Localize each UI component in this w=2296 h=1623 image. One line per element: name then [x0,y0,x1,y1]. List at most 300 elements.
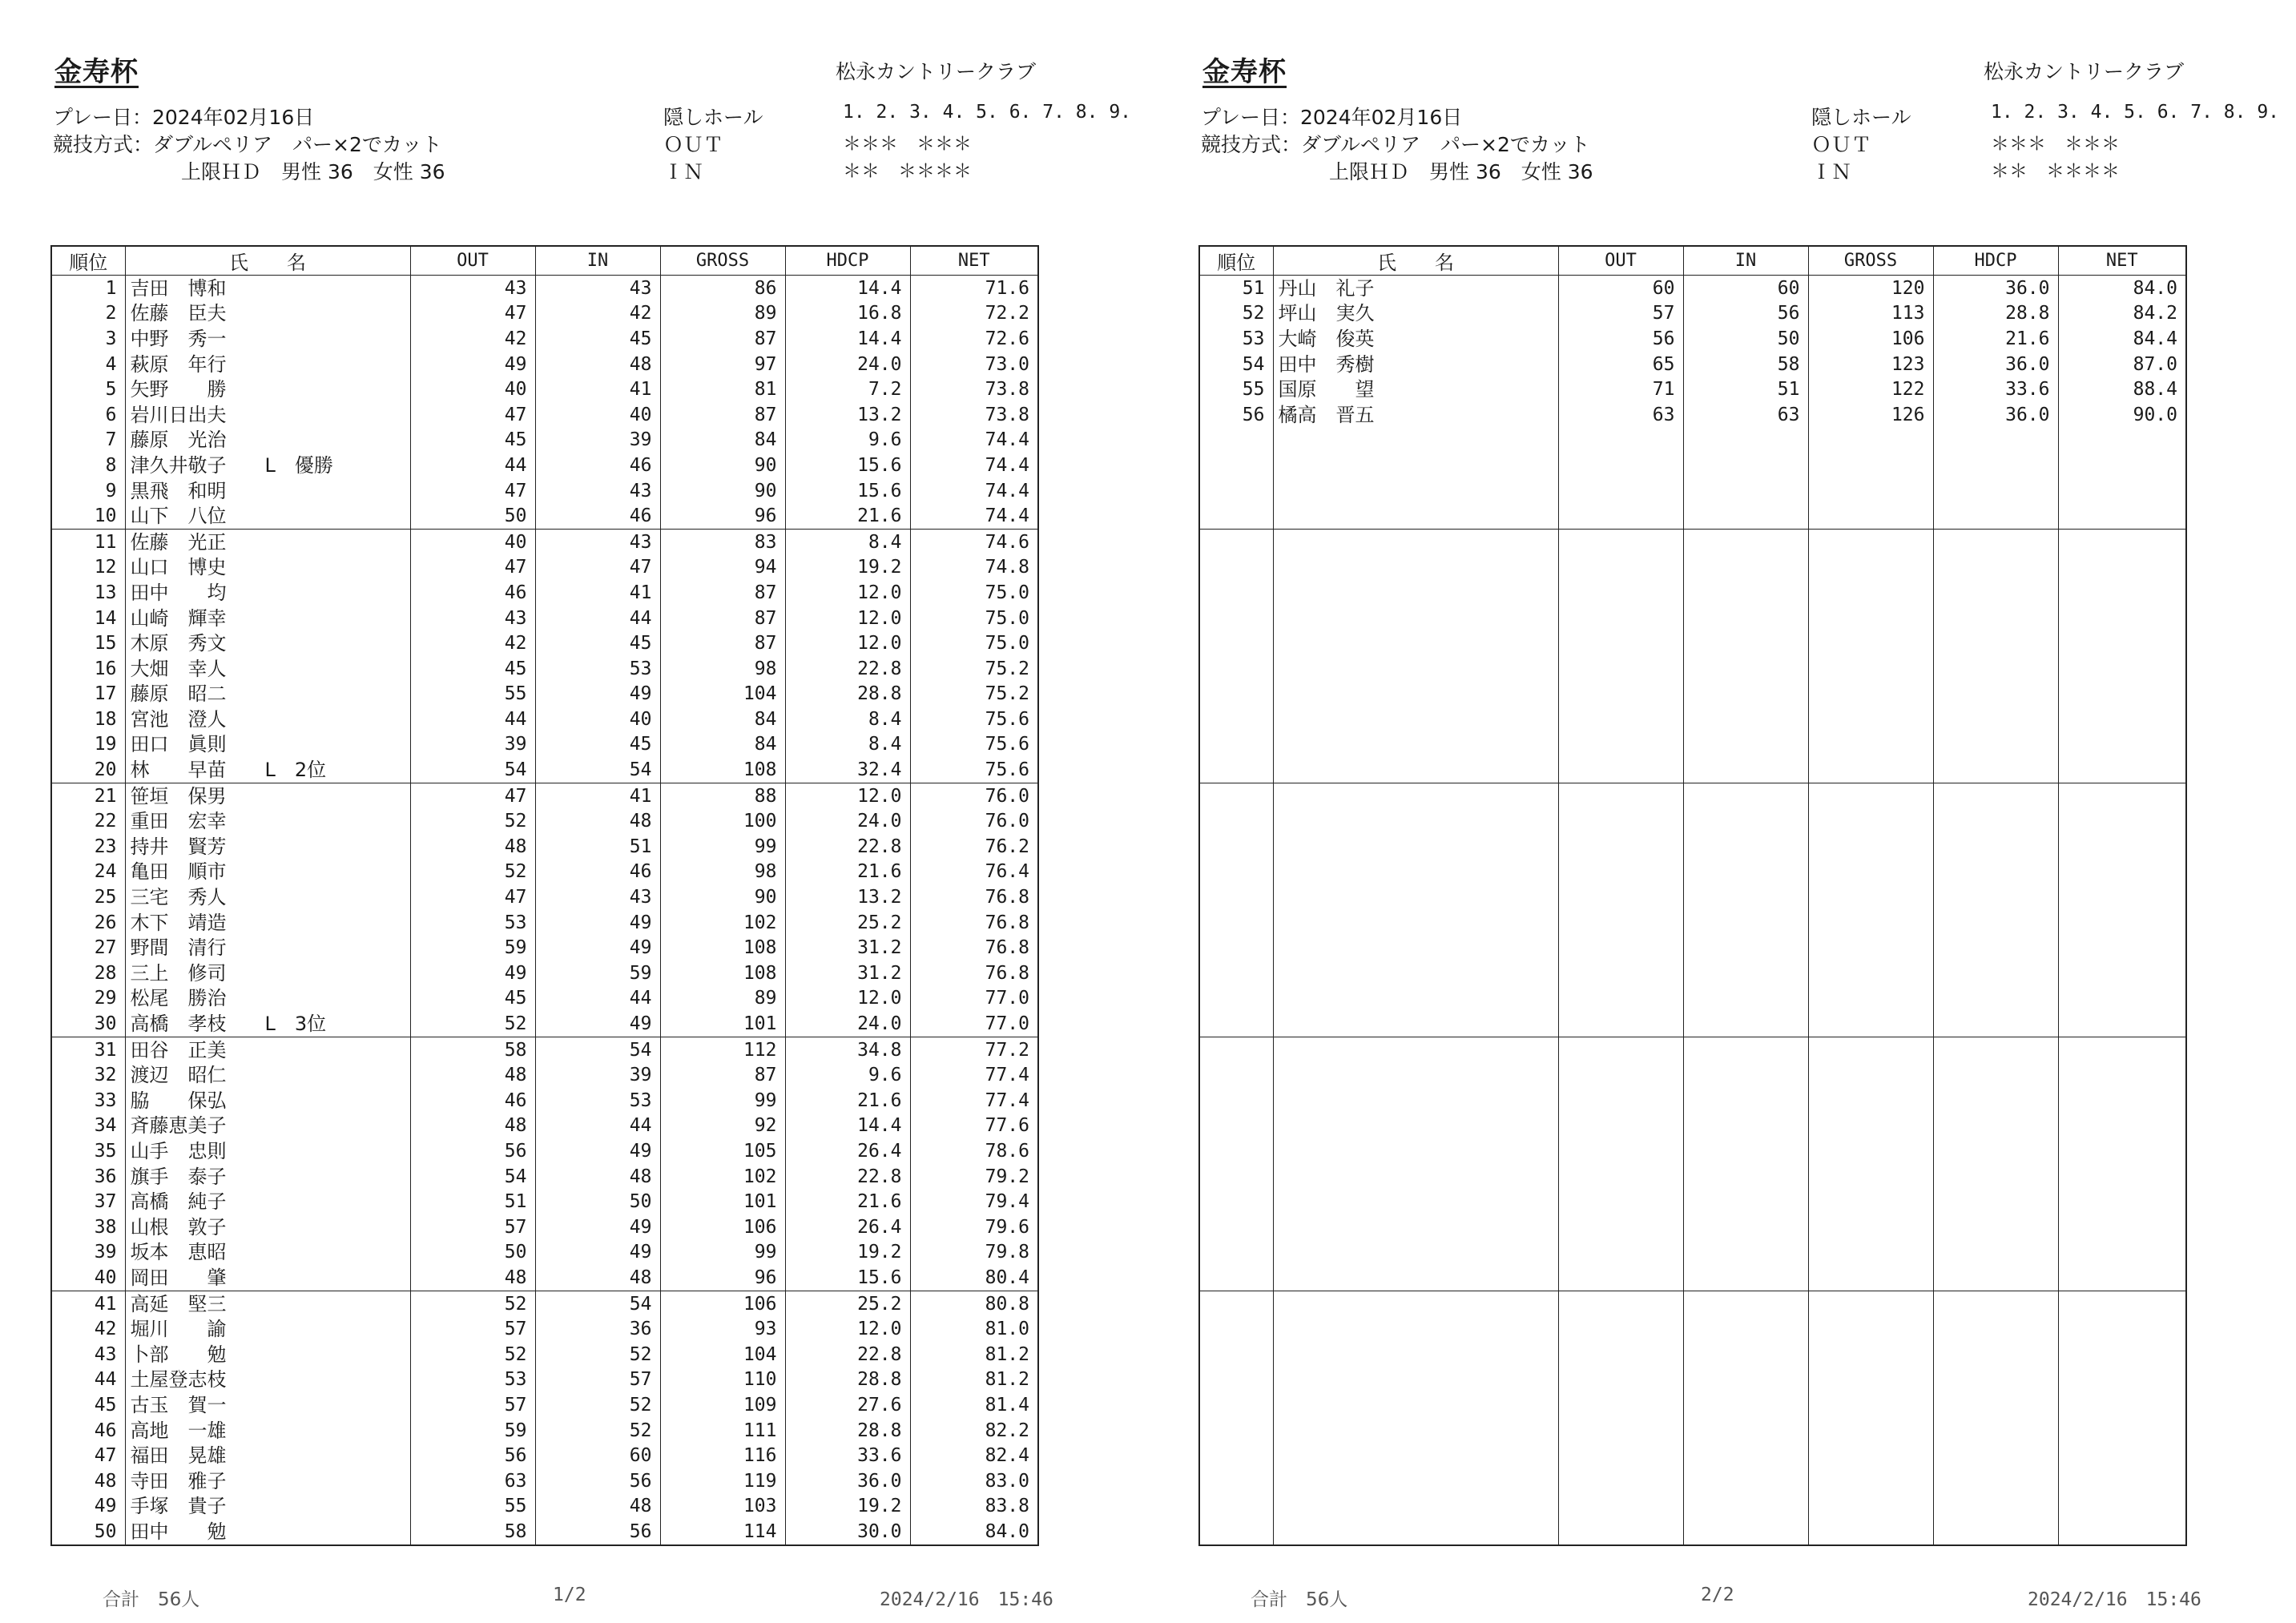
empty-rank-cell [1199,529,1273,554]
in-cell: 56 [1683,301,1808,327]
empty-table-row [1199,935,2186,961]
empty-out-cell [1558,1164,1683,1190]
header-in: IN [535,246,660,276]
empty-hdcp-cell [1933,1392,2058,1418]
rank-cell: 49 [51,1494,125,1520]
name-cell: 脇 保弘 [125,1088,410,1114]
rank-cell: 38 [51,1214,125,1240]
hdcp-cell: 21.6 [785,1088,910,1114]
rank-cell: 28 [51,961,125,986]
empty-in-cell [1683,580,1808,606]
gross-cell: 93 [660,1316,785,1342]
net-cell: 79.6 [910,1214,1038,1240]
out-cell: 42 [410,326,535,352]
net-cell: 79.4 [910,1189,1038,1214]
empty-out-cell [1558,1114,1683,1139]
in-cell: 58 [1683,352,1808,377]
participant-total: 合計 56人 [1251,1589,1348,1610]
empty-out-cell [1558,1342,1683,1367]
empty-gross-cell [1808,808,1933,834]
rank-cell: 47 [51,1443,125,1468]
net-cell: 82.2 [910,1418,1038,1444]
table-row [51,1519,1038,1545]
net-cell: 76.0 [910,808,1038,834]
table-row [51,884,1038,910]
empty-name-cell [1273,1037,1558,1062]
play-date: プレー日：2024年02月16日 [1201,106,1463,129]
empty-table-row [1199,1138,2186,1164]
hidden-holes-label: 隠しホール [663,106,763,129]
table-row [1199,301,2186,327]
hidden-holes-value: 1. 2. 3. 4. 5. 6. 7. 8. 9. [843,102,1132,123]
empty-name-cell [1273,580,1558,606]
hdcp-cell: 22.8 [785,656,910,682]
in-cell: 43 [535,276,660,301]
gross-cell: 102 [660,910,785,936]
empty-name-cell [1273,935,1558,961]
hdcp-cell: 33.6 [785,1443,910,1468]
net-cell: 75.6 [910,757,1038,783]
rank-cell: 45 [51,1392,125,1418]
empty-out-cell [1558,1494,1683,1520]
hdcp-cell: 28.8 [785,682,910,707]
hdcp-cell: 9.6 [785,428,910,453]
in-cell: 54 [535,1037,660,1062]
empty-rank-cell [1199,503,1273,529]
net-cell: 78.6 [910,1138,1038,1164]
empty-hdcp-cell [1933,1316,2058,1342]
rank-cell: 17 [51,682,125,707]
table-header-row [1199,246,2186,276]
table-row [51,986,1038,1012]
out-cell: 45 [410,986,535,1012]
empty-in-cell [1683,860,1808,885]
empty-table-row [1199,529,2186,554]
in-cell: 41 [535,580,660,606]
net-cell: 84.0 [2058,276,2186,301]
empty-net-cell [2058,1392,2186,1418]
empty-out-cell [1558,478,1683,504]
empty-gross-cell [1808,1519,1933,1545]
net-cell: 74.6 [910,529,1038,554]
empty-hdcp-cell [1933,1062,2058,1088]
rank-cell: 11 [51,529,125,554]
empty-in-cell [1683,808,1808,834]
gross-cell: 96 [660,503,785,529]
gross-cell: 96 [660,1265,785,1291]
empty-gross-cell [1808,1062,1933,1088]
in-cell: 45 [535,326,660,352]
rank-cell: 15 [51,630,125,656]
hdcp-cell: 32.4 [785,757,910,783]
empty-out-cell [1558,1316,1683,1342]
empty-table-row [1199,757,2186,783]
empty-hdcp-cell [1933,580,2058,606]
name-cell: 木原 秀文 [125,630,410,656]
empty-gross-cell [1808,1138,1933,1164]
in-cell: 43 [535,529,660,554]
table-row [51,1392,1038,1418]
net-cell: 73.0 [910,352,1038,377]
empty-out-cell [1558,1088,1683,1114]
hdcp-cell: 14.4 [785,1114,910,1139]
empty-hdcp-cell [1933,656,2058,682]
hdcp-cell: 7.2 [785,377,910,402]
empty-in-cell [1683,935,1808,961]
gross-cell: 113 [1808,301,1933,327]
empty-in-cell [1683,1392,1808,1418]
empty-gross-cell [1808,1418,1933,1444]
hdcp-cell: 36.0 [1933,402,2058,428]
empty-hdcp-cell [1933,1011,2058,1037]
empty-hdcp-cell [1933,1214,2058,1240]
net-cell: 71.6 [910,276,1038,301]
empty-out-cell [1558,1037,1683,1062]
in-cell: 52 [535,1342,660,1367]
empty-name-cell [1273,910,1558,936]
header-out: OUT [410,246,535,276]
empty-gross-cell [1808,732,1933,758]
empty-hdcp-cell [1933,1164,2058,1190]
empty-name-cell [1273,1088,1558,1114]
table-row [1199,377,2186,402]
net-cell: 81.2 [910,1367,1038,1393]
empty-rank-cell [1199,1367,1273,1393]
empty-name-cell [1273,630,1558,656]
in-cell: 41 [535,783,660,808]
empty-rank-cell [1199,478,1273,504]
empty-out-cell [1558,986,1683,1012]
hdcp-cell: 9.6 [785,1062,910,1088]
empty-table-row [1199,1062,2186,1088]
net-cell: 76.8 [910,961,1038,986]
empty-gross-cell [1808,910,1933,936]
empty-name-cell [1273,884,1558,910]
empty-out-cell [1558,1367,1683,1393]
gross-cell: 110 [660,1367,785,1393]
header-name: 氏 名 [1273,246,1558,276]
club-name: 松永カントリークラブ [1983,60,2184,83]
in-holes-label: ＩＮ [663,160,704,183]
name-cell: 亀田 順市 [125,860,410,885]
empty-in-cell [1683,1468,1808,1494]
empty-rank-cell [1199,961,1273,986]
empty-name-cell [1273,606,1558,631]
empty-hdcp-cell [1933,757,2058,783]
net-cell: 76.8 [910,935,1038,961]
hidden-holes-value: 1. 2. 3. 4. 5. 6. 7. 8. 9. [1991,102,2280,123]
empty-name-cell [1273,503,1558,529]
empty-table-row [1199,1240,2186,1266]
empty-rank-cell [1199,1494,1273,1520]
empty-net-cell [2058,910,2186,936]
out-cell: 65 [1558,352,1683,377]
name-cell: 斉藤恵美子 [125,1114,410,1139]
empty-net-cell [2058,1316,2186,1342]
empty-gross-cell [1808,860,1933,885]
empty-in-cell [1683,606,1808,631]
empty-out-cell [1558,1189,1683,1214]
empty-gross-cell [1808,1088,1933,1114]
out-cell: 59 [410,935,535,961]
table-row [51,1443,1038,1468]
out-holes-value: ＊＊＊ ＊＊＊ [1991,134,2120,155]
gross-cell: 108 [660,757,785,783]
header-in: IN [1683,246,1808,276]
empty-rank-cell [1199,1265,1273,1291]
empty-name-cell [1273,860,1558,885]
out-cell: 55 [410,1494,535,1520]
empty-name-cell [1273,1214,1558,1240]
empty-net-cell [2058,1240,2186,1266]
gross-cell: 84 [660,428,785,453]
empty-net-cell [2058,707,2186,732]
empty-hdcp-cell [1933,986,2058,1012]
gross-cell: 111 [660,1418,785,1444]
empty-in-cell [1683,1114,1808,1139]
header-hdcp: HDCP [785,246,910,276]
empty-gross-cell [1808,1164,1933,1190]
name-cell: 岩川日出夫 [125,402,410,428]
empty-net-cell [2058,884,2186,910]
empty-hdcp-cell [1933,783,2058,808]
empty-hdcp-cell [1933,529,2058,554]
hdcp-cell: 12.0 [785,606,910,631]
table-row [51,1011,1038,1037]
out-cell: 44 [410,707,535,732]
empty-in-cell [1683,1418,1808,1444]
table-header-row [51,246,1038,276]
in-cell: 50 [1683,326,1808,352]
empty-net-cell [2058,478,2186,504]
empty-rank-cell [1199,1519,1273,1545]
in-cell: 44 [535,1114,660,1139]
out-cell: 56 [410,1138,535,1164]
out-cell: 54 [410,757,535,783]
empty-rank-cell [1199,1138,1273,1164]
empty-name-cell [1273,478,1558,504]
name-cell: 田中 秀樹 [1273,352,1558,377]
out-cell: 46 [410,1088,535,1114]
empty-hdcp-cell [1933,1138,2058,1164]
out-cell: 47 [410,478,535,504]
empty-gross-cell [1808,656,1933,682]
table-row [51,529,1038,554]
in-cell: 48 [535,1265,660,1291]
table-row [51,1316,1038,1342]
gross-cell: 108 [660,935,785,961]
out-holes-label: ＯＵＴ [663,133,724,156]
net-cell: 73.8 [910,377,1038,402]
in-holes-value: ＊＊ ＊＊＊＊ [1991,161,2120,182]
gross-cell: 92 [660,1114,785,1139]
out-cell: 45 [410,428,535,453]
empty-hdcp-cell [1933,732,2058,758]
empty-name-cell [1273,707,1558,732]
name-cell: 大畑 幸人 [125,656,410,682]
table-row [51,377,1038,402]
page-number: 2/2 [1701,1585,1734,1605]
empty-in-cell [1683,453,1808,478]
empty-out-cell [1558,580,1683,606]
table-row [51,1164,1038,1190]
table-row [51,1291,1038,1316]
in-cell: 40 [535,707,660,732]
net-cell: 75.2 [910,656,1038,682]
empty-out-cell [1558,1265,1683,1291]
gross-cell: 87 [660,1062,785,1088]
name-cell: 丹山 礼子 [1273,276,1558,301]
header-hdcp: HDCP [1933,246,2058,276]
net-cell: 75.2 [910,682,1038,707]
gross-cell: 87 [660,606,785,631]
empty-table-row [1199,1037,2186,1062]
empty-table-row [1199,884,2186,910]
name-cell: 藤原 昭二 [125,682,410,707]
hdcp-cell: 16.8 [785,301,910,327]
empty-table-row [1199,961,2186,986]
empty-net-cell [2058,1367,2186,1393]
empty-in-cell [1683,707,1808,732]
gross-cell: 104 [660,1342,785,1367]
empty-rank-cell [1199,453,1273,478]
gross-cell: 106 [660,1214,785,1240]
out-cell: 47 [410,301,535,327]
empty-net-cell [2058,1443,2186,1468]
net-cell: 87.0 [2058,352,2186,377]
empty-hdcp-cell [1933,1189,2058,1214]
table-row [51,580,1038,606]
empty-net-cell [2058,1519,2186,1545]
empty-net-cell [2058,834,2186,860]
hdcp-cell: 22.8 [785,834,910,860]
rank-cell: 51 [1199,276,1273,301]
net-cell: 79.8 [910,1240,1038,1266]
empty-out-cell [1558,1062,1683,1088]
empty-gross-cell [1808,1189,1933,1214]
empty-name-cell [1273,1392,1558,1418]
gross-cell: 99 [660,1240,785,1266]
empty-gross-cell [1808,478,1933,504]
empty-hdcp-cell [1933,935,2058,961]
net-cell: 75.0 [910,630,1038,656]
net-cell: 74.4 [910,428,1038,453]
hdcp-cell: 12.0 [785,580,910,606]
rank-cell: 25 [51,884,125,910]
hdcp-cell: 12.0 [785,1316,910,1342]
in-cell: 63 [1683,402,1808,428]
rank-cell: 26 [51,910,125,936]
empty-net-cell [2058,606,2186,631]
empty-in-cell [1683,1164,1808,1190]
out-holes-label: ＯＵＴ [1811,133,1872,156]
empty-out-cell [1558,935,1683,961]
name-cell: 重田 宏幸 [125,808,410,834]
empty-out-cell [1558,1240,1683,1266]
in-cell: 54 [535,1291,660,1316]
empty-name-cell [1273,682,1558,707]
empty-gross-cell [1808,1011,1933,1037]
rank-cell: 9 [51,478,125,504]
empty-in-cell [1683,1011,1808,1037]
empty-net-cell [2058,1189,2186,1214]
empty-name-cell [1273,808,1558,834]
empty-hdcp-cell [1933,1291,2058,1316]
in-cell: 49 [535,910,660,936]
empty-name-cell [1273,1062,1558,1088]
table-row [51,961,1038,986]
empty-gross-cell [1808,529,1933,554]
competition-title: 金寿杯 [1202,56,1287,88]
name-cell: 渡辺 昭仁 [125,1062,410,1088]
empty-gross-cell [1808,1214,1933,1240]
empty-out-cell [1558,1214,1683,1240]
empty-net-cell [2058,1291,2186,1316]
name-cell: 林 早苗 L 2位 [125,757,410,783]
net-cell: 77.2 [910,1037,1038,1062]
results-table [1198,245,2187,1546]
empty-table-row [1199,808,2186,834]
table-row [51,630,1038,656]
name-cell: 吉田 博和 [125,276,410,301]
gross-cell: 98 [660,656,785,682]
empty-rank-cell [1199,1164,1273,1190]
empty-out-cell [1558,630,1683,656]
empty-rank-cell [1199,1011,1273,1037]
empty-name-cell [1273,1114,1558,1139]
empty-net-cell [2058,682,2186,707]
in-cell: 50 [535,1189,660,1214]
net-cell: 75.0 [910,580,1038,606]
empty-out-cell [1558,1468,1683,1494]
empty-out-cell [1558,1011,1683,1037]
gross-cell: 88 [660,783,785,808]
out-cell: 39 [410,732,535,758]
empty-net-cell [2058,453,2186,478]
empty-net-cell [2058,1418,2186,1444]
in-cell: 43 [535,478,660,504]
name-cell: 坪山 実久 [1273,301,1558,327]
empty-in-cell [1683,1265,1808,1291]
out-cell: 71 [1558,377,1683,402]
rank-cell: 39 [51,1240,125,1266]
empty-hdcp-cell [1933,707,2058,732]
empty-name-cell [1273,1265,1558,1291]
hdcp-cell: 12.0 [785,783,910,808]
rank-cell: 33 [51,1088,125,1114]
rank-cell: 37 [51,1189,125,1214]
empty-hdcp-cell [1933,503,2058,529]
in-cell: 41 [535,377,660,402]
empty-rank-cell [1199,757,1273,783]
competition-format: 競技方式：ダブルペリア パー×2でカット [1201,133,1590,156]
empty-rank-cell [1199,428,1273,453]
empty-in-cell [1683,630,1808,656]
competition-title: 金寿杯 [54,56,139,88]
name-cell: 矢野 勝 [125,377,410,402]
rank-cell: 55 [1199,377,1273,402]
out-cell: 45 [410,656,535,682]
in-cell: 48 [535,352,660,377]
empty-out-cell [1558,682,1683,707]
out-cell: 53 [410,1367,535,1393]
empty-net-cell [2058,860,2186,885]
hdcp-cell: 8.4 [785,707,910,732]
rank-cell: 2 [51,301,125,327]
empty-rank-cell [1199,1468,1273,1494]
rank-cell: 8 [51,453,125,478]
empty-hdcp-cell [1933,1240,2058,1266]
